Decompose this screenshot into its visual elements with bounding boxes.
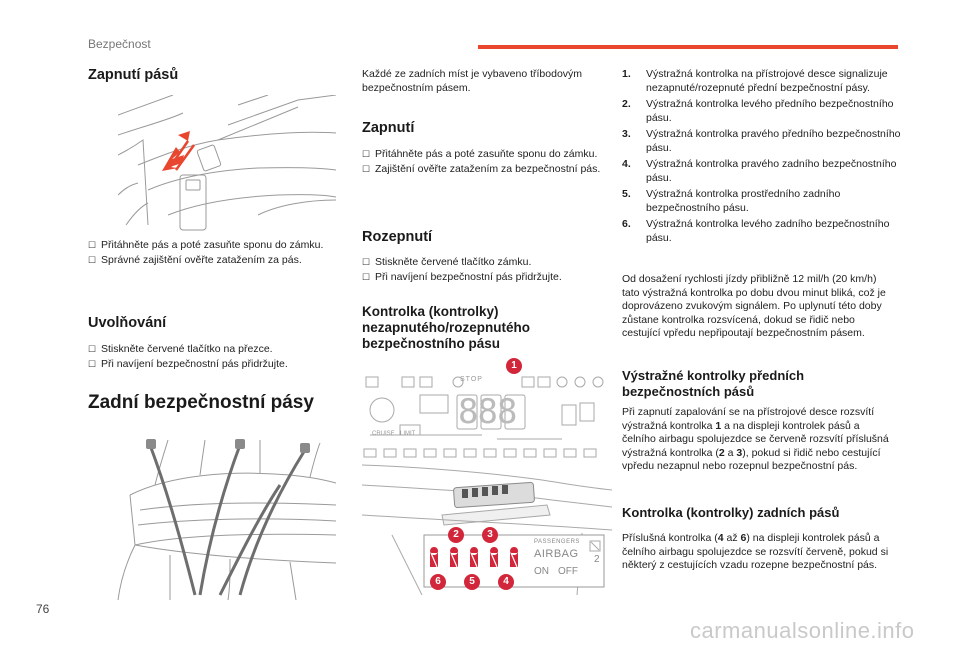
rear-belts-intro: Každé ze zadních míst je vybaveno tříbodovým bezpečnostním pásem. [362, 68, 583, 94]
header-accent-rule [478, 45, 898, 49]
list-item: ☐ Stiskněte červené tlačítko zámku. [362, 256, 532, 268]
rear-fasten-bullet-list [362, 148, 610, 177]
release-bullet-list [88, 343, 338, 372]
bullet-marker-icon: ☐ [362, 163, 371, 174]
limit-label: LIMIT [400, 431, 416, 437]
list-item: ☐ Stiskněte červené tlačítko na přezce. [88, 343, 273, 355]
bullet-marker-icon: ☐ [362, 271, 371, 282]
heading-release: Uvolňování [88, 315, 167, 331]
callout-2: 2 [448, 527, 464, 543]
heading-unfasten: Rozepnutí [362, 229, 433, 245]
section-label: Bezpečnost [88, 37, 151, 51]
heading-warning-lamps: Kontrolka (kontrolky) nezapnutého/rozepnutého bezpečnostního pásu [362, 304, 530, 351]
list-item: ☐ Při navíjení bezpečnostní pás přidržujte. [88, 357, 288, 370]
list-item: 6. Výstražná kontrolka levého zadního bezpečnostního pásu. [622, 218, 890, 244]
watermark: carmanualsonline.info [690, 618, 915, 643]
fasten-bullet-list [88, 239, 338, 268]
list-item: ☐ Při navíjení bezpečnostní pás přidržujte. [362, 270, 562, 283]
illustration-rear-seats [110, 435, 336, 600]
numbered-lamp-list [622, 68, 902, 248]
callout-3: 3 [482, 527, 498, 543]
list-item: 1. Výstražná kontrolka na přístrojové desce signalizuje nezapnuté/rozepnuté přední bezpečnostní pásy. [622, 68, 888, 94]
seat-number: 2 [594, 554, 600, 565]
bullet-marker-icon: ☐ [362, 257, 371, 267]
bullet-marker-icon: ☐ [88, 344, 97, 354]
illustration-front-belt-buckle [118, 95, 336, 235]
list-item: ☐ Přitáhněte pás a poté zasuňte sponu do zámku. [362, 148, 598, 160]
heading-rear-lamps: Kontrolka (kontrolky) zadních pásů [622, 505, 840, 520]
cruise-label: CRUISE [372, 431, 395, 437]
bullet-marker-icon: ☐ [88, 358, 97, 369]
warning-lamps-diagram [362, 355, 612, 595]
bullet-marker-icon: ☐ [88, 240, 97, 250]
airbag-off-label: OFF [558, 566, 578, 577]
front-lamps-paragraph: Při zapnutí zapalování se na přístrojové desce rozsvítí výstražná kontrolka 1 a na displeji kontrolek pásů a čelního airbagu spolujezdce se červeně rozsvítí příslušná výstražná kontrolka (2 a 3), pokud si řidič nebo cestující vpředu nezapnul nebo rozepnul bezpečnostní pás. [622, 406, 889, 472]
front-belt-drawing [118, 95, 336, 235]
rear-release-bullet-list [362, 256, 610, 285]
heading-front-lamps: Výstražné kontrolky předních bezpečnostních pásů [622, 368, 805, 399]
callout-4: 4 [498, 574, 514, 590]
list-item: 5. Výstražná kontrolka prostředního zadního bezpečnostního pásu. [622, 188, 841, 214]
stop-label: STOP [460, 376, 483, 383]
list-item: 4. Výstražná kontrolka pravého zadního bezpečnostního pásu. [622, 158, 897, 184]
speed-warning-paragraph: Od dosažení rychlosti jízdy přibližně 12 mil/h (20 km/h) tato výstražná kontrolka po dobu dvou minut bliká, což je doprovázeno zvukovým signálem. Po uplynutí této doby zůstane kontrolka rozsvícená, dokud se řidič nebo cestující vpředu nepřipoutají bezpečnostním pásem. [622, 273, 886, 339]
callout-5: 5 [464, 574, 480, 590]
callout-6: 6 [430, 574, 446, 590]
bullet-marker-icon: ☐ [88, 254, 97, 265]
speed-digits: 888 [458, 392, 517, 432]
heading-fasten: Zapnutí [362, 120, 415, 136]
list-item: 2. Výstražná kontrolka levého předního bezpečnostního pásu. [622, 98, 894, 124]
bullet-marker-icon: ☐ [362, 149, 371, 159]
list-item: ☐ Správné zajištění ověřte zatažením za pás. [88, 253, 302, 266]
heading-fasten-belts: Zapnutí pásů [88, 67, 179, 83]
list-item: ☐ Zajištění ověřte zatažením za bezpečnostní pás. [362, 162, 601, 175]
airbag-label: AIRBAG [534, 548, 579, 560]
rear-lamps-paragraph: Příslušná kontrolka (4 až 6) na displeji kontrolek pásů a čelního airbagu spolujezdce se rozsvítí červeně, pokud si některý z cestujících vzadu rozepne bezpečnostní pás. [622, 532, 889, 571]
passengers-label: PASSENGERS [534, 539, 580, 545]
rear-seats-drawing [110, 435, 336, 600]
airbag-on-label: ON [534, 566, 549, 577]
heading-rear-belts: Zadní bezpečnostní pásy [88, 392, 314, 413]
list-item: ☐ Přitáhněte pás a poté zasuňte sponu do zámku. [88, 239, 324, 251]
page-number: 76 [36, 602, 50, 616]
callout-1: 1 [506, 358, 522, 374]
list-item: 3. Výstražná kontrolka pravého předního bezpečnostního pásu. [622, 128, 901, 154]
